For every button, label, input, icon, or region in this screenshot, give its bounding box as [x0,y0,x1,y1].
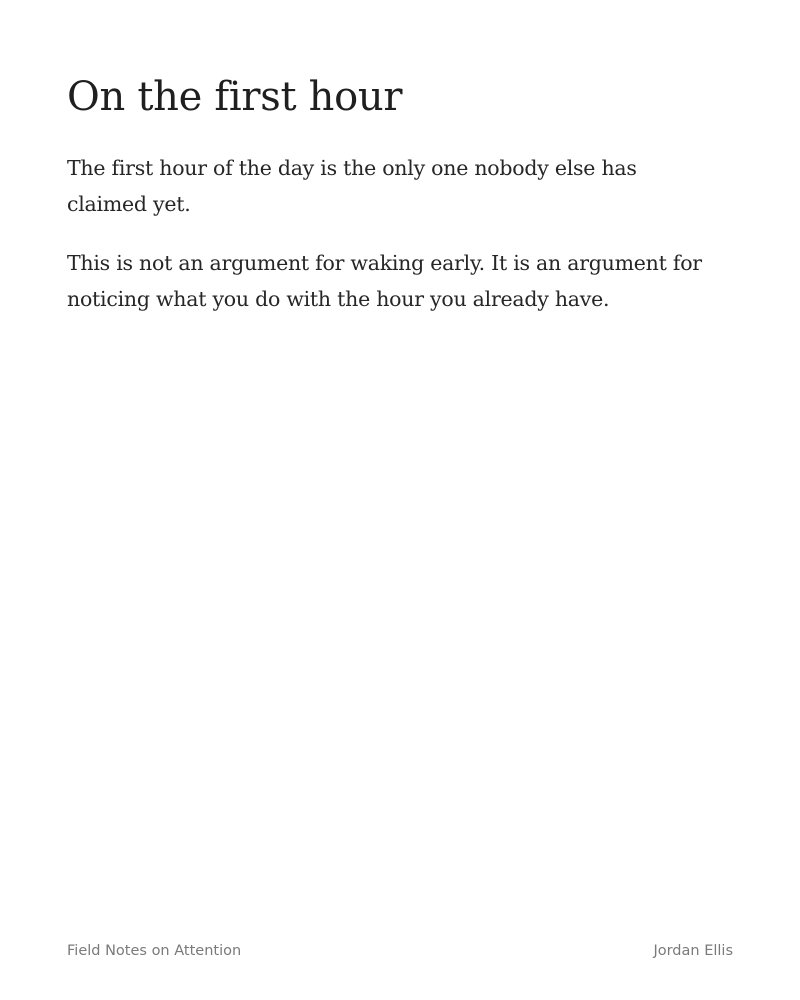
page-footer [67,940,733,962]
article-body [67,72,707,317]
footer-publication-title: Field Notes on Attention [67,943,242,959]
paragraph-2: This is not an argument for waking early. It is an argument for noticing what you do with the hour you already have. [67,251,702,311]
footer-author-name: Jordan Ellis [653,943,733,959]
paragraph-1: The first hour of the day is the only one nobody else has claimed yet. [67,156,637,216]
page-title: On the first hour [67,74,403,120]
